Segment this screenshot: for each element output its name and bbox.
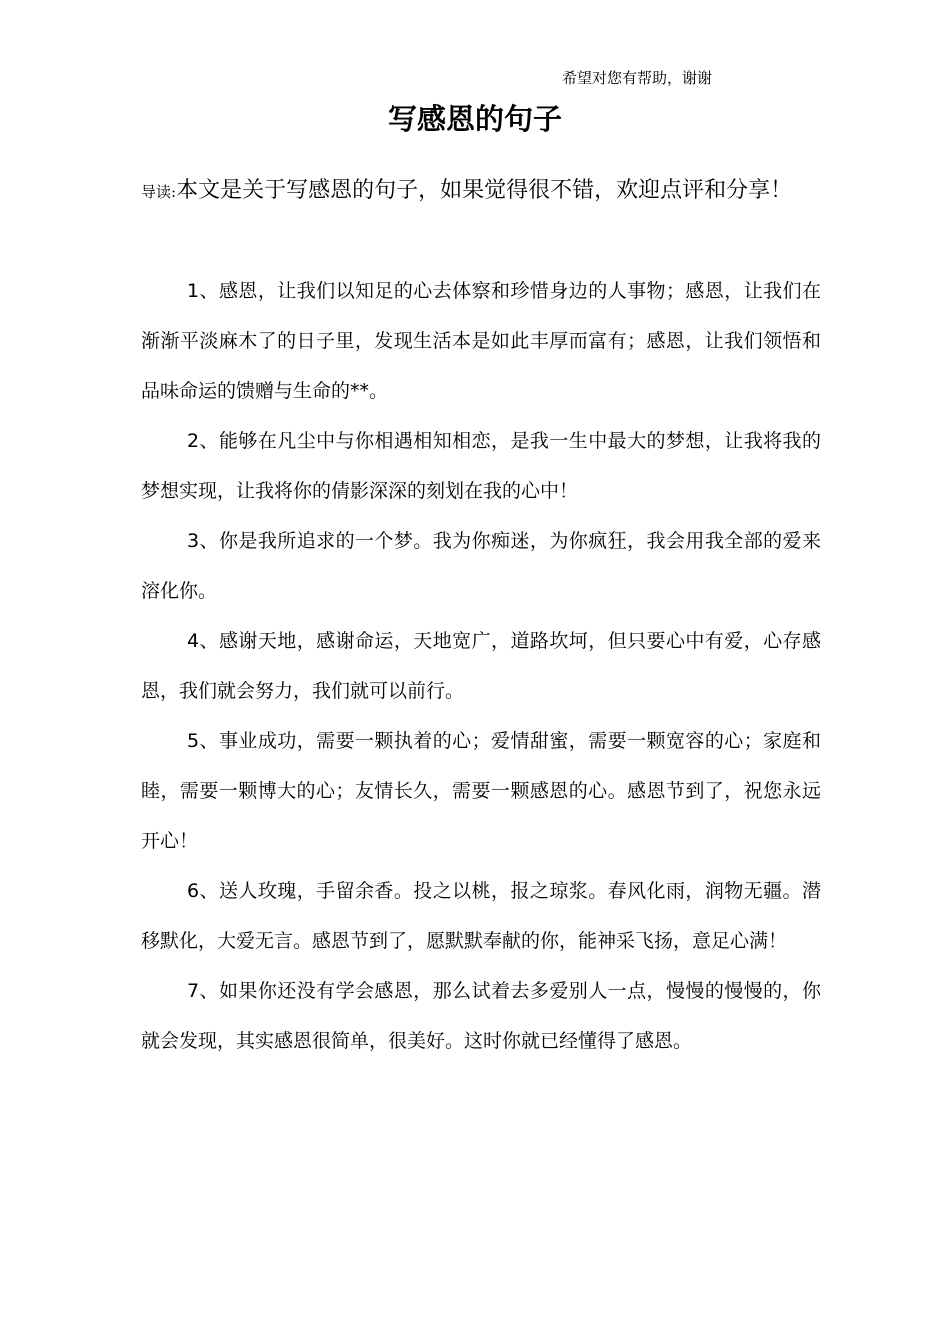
body-paragraphs <box>141 266 821 1066</box>
intro-label: 导读: <box>141 183 177 201</box>
paragraph-5: 5、事业成功，需要一颗执着的心；爱情甜蜜，需要一颗宽容的心；家庭和睦，需要一颗博大的心；友情长久，需要一颗感恩的心。感恩节到了，祝您永远开心！ <box>141 730 821 852</box>
header-note: 希望对您有帮助，谢谢 <box>562 69 713 87</box>
paragraph-6: 6、送人玫瑰，手留余香。投之以桃，报之琼浆。春风化雨，润物无疆。潜移默化，大爱无言。感恩节到了，愿默默奉献的你，能神采飞扬，意足心满！ <box>141 880 821 952</box>
intro-text: 本文是关于写感恩的句子，如果觉得很不错，欢迎点评和分享！ <box>176 178 793 203</box>
paragraph-1: 1、感恩，让我们以知足的心去体察和珍惜身边的人事物；感恩，让我们在渐渐平淡麻木了的日子里，发现生活本是如此丰厚而富有；感恩，让我们领悟和品味命运的馈赠与生命的**。 <box>141 280 821 402</box>
paragraph-3: 3、你是我所追求的一个梦。我为你痴迷，为你疯狂，我会用我全部的爱来溶化你。 <box>141 530 821 602</box>
page-title: 写感恩的句子 <box>387 102 562 136</box>
intro-paragraph <box>141 166 821 217</box>
paragraph-7: 7、如果你还没有学会感恩，那么试着去多爱别人一点，慢慢的慢慢的，你就会发现，其实感恩很简单，很美好。这时你就已经懂得了感恩。 <box>141 980 821 1052</box>
paragraph-2: 2、能够在凡尘中与你相遇相知相恋，是我一生中最大的梦想，让我将我的梦想实现，让我将你的倩影深深的刻划在我的心中！ <box>141 430 821 502</box>
paragraph-4: 4、感谢天地，感谢命运，天地宽广，道路坎坷，但只要心中有爱，心存感恩，我们就会努力，我们就可以前行。 <box>141 630 821 702</box>
